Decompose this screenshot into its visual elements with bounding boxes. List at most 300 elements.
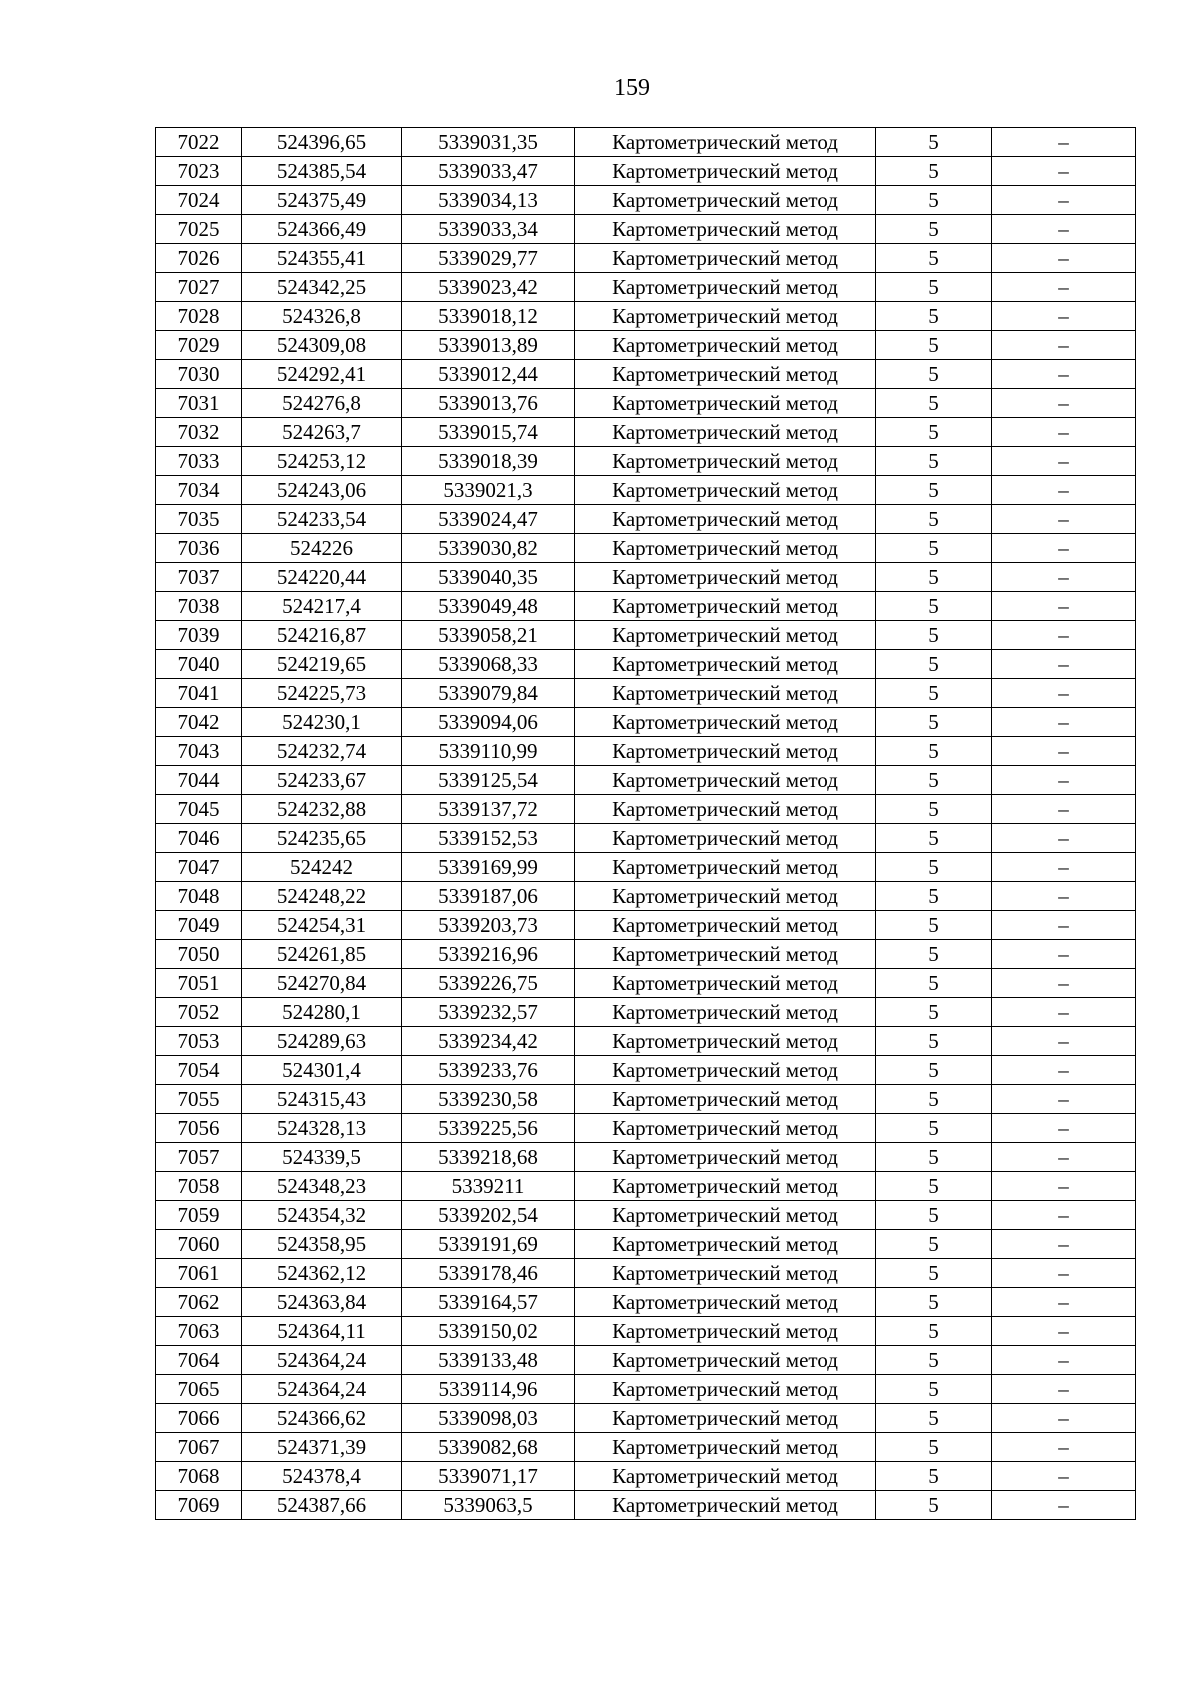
table-row [156, 1491, 1136, 1520]
method-cell: Картометрический метод [575, 1462, 876, 1491]
x-coordinate-cell: 524233,54 [242, 505, 402, 534]
point-number-cell: 7039 [156, 621, 242, 650]
y-coordinate-cell: 5339034,13 [402, 186, 575, 215]
description-cell: – [992, 360, 1136, 389]
point-number-cell: 7044 [156, 766, 242, 795]
y-coordinate-cell: 5339202,54 [402, 1201, 575, 1230]
y-coordinate-cell: 5339133,48 [402, 1346, 575, 1375]
description-cell: – [992, 505, 1136, 534]
method-cell: Картометрический метод [575, 766, 876, 795]
y-coordinate-cell: 5339094,06 [402, 708, 575, 737]
point-number-cell: 7049 [156, 911, 242, 940]
table-row [156, 128, 1136, 157]
description-cell: – [992, 969, 1136, 998]
table-row [156, 389, 1136, 418]
point-number-cell: 7051 [156, 969, 242, 998]
table-row [156, 215, 1136, 244]
description-cell: – [992, 1259, 1136, 1288]
accuracy-cell: 5 [876, 1375, 992, 1404]
table-row [156, 911, 1136, 940]
method-cell: Картометрический метод [575, 998, 876, 1027]
y-coordinate-cell: 5339030,82 [402, 534, 575, 563]
method-cell: Картометрический метод [575, 244, 876, 273]
accuracy-cell: 5 [876, 1056, 992, 1085]
point-number-cell: 7046 [156, 824, 242, 853]
point-number-cell: 7022 [156, 128, 242, 157]
y-coordinate-cell: 5339013,76 [402, 389, 575, 418]
description-cell: – [992, 1375, 1136, 1404]
point-number-cell: 7048 [156, 882, 242, 911]
accuracy-cell: 5 [876, 737, 992, 766]
x-coordinate-cell: 524364,11 [242, 1317, 402, 1346]
accuracy-cell: 5 [876, 1491, 992, 1520]
description-cell: – [992, 534, 1136, 563]
x-coordinate-cell: 524358,95 [242, 1230, 402, 1259]
x-coordinate-cell: 524226 [242, 534, 402, 563]
method-cell: Картометрический метод [575, 505, 876, 534]
method-cell: Картометрический метод [575, 650, 876, 679]
table-row [156, 1027, 1136, 1056]
accuracy-cell: 5 [876, 911, 992, 940]
description-cell: – [992, 302, 1136, 331]
accuracy-cell: 5 [876, 1230, 992, 1259]
point-number-cell: 7058 [156, 1172, 242, 1201]
x-coordinate-cell: 524385,54 [242, 157, 402, 186]
accuracy-cell: 5 [876, 244, 992, 273]
description-cell: – [992, 1491, 1136, 1520]
x-coordinate-cell: 524328,13 [242, 1114, 402, 1143]
y-coordinate-cell: 5339225,56 [402, 1114, 575, 1143]
point-number-cell: 7062 [156, 1288, 242, 1317]
description-cell: – [992, 1346, 1136, 1375]
x-coordinate-cell: 524248,22 [242, 882, 402, 911]
accuracy-cell: 5 [876, 157, 992, 186]
description-cell: – [992, 650, 1136, 679]
description-cell: – [992, 621, 1136, 650]
accuracy-cell: 5 [876, 418, 992, 447]
x-coordinate-cell: 524280,1 [242, 998, 402, 1027]
point-number-cell: 7064 [156, 1346, 242, 1375]
table-row [156, 534, 1136, 563]
x-coordinate-cell: 524364,24 [242, 1346, 402, 1375]
x-coordinate-cell: 524366,62 [242, 1404, 402, 1433]
x-coordinate-cell: 524326,8 [242, 302, 402, 331]
y-coordinate-cell: 5339218,68 [402, 1143, 575, 1172]
accuracy-cell: 5 [876, 1346, 992, 1375]
y-coordinate-cell: 5339068,33 [402, 650, 575, 679]
description-cell: – [992, 1433, 1136, 1462]
point-number-cell: 7041 [156, 679, 242, 708]
table-row [156, 1404, 1136, 1433]
point-number-cell: 7069 [156, 1491, 242, 1520]
table-row [156, 476, 1136, 505]
description-cell: – [992, 708, 1136, 737]
accuracy-cell: 5 [876, 215, 992, 244]
method-cell: Картометрический метод [575, 853, 876, 882]
method-cell: Картометрический метод [575, 1346, 876, 1375]
point-number-cell: 7068 [156, 1462, 242, 1491]
x-coordinate-cell: 524289,63 [242, 1027, 402, 1056]
description-cell: – [992, 447, 1136, 476]
table-row [156, 737, 1136, 766]
point-number-cell: 7067 [156, 1433, 242, 1462]
accuracy-cell: 5 [876, 708, 992, 737]
table-row [156, 1288, 1136, 1317]
point-number-cell: 7031 [156, 389, 242, 418]
method-cell: Картометрический метод [575, 273, 876, 302]
y-coordinate-cell: 5339125,54 [402, 766, 575, 795]
point-number-cell: 7053 [156, 1027, 242, 1056]
point-number-cell: 7025 [156, 215, 242, 244]
accuracy-cell: 5 [876, 1462, 992, 1491]
point-number-cell: 7065 [156, 1375, 242, 1404]
y-coordinate-cell: 5339187,06 [402, 882, 575, 911]
table-row [156, 679, 1136, 708]
x-coordinate-cell: 524355,41 [242, 244, 402, 273]
table-row [156, 1462, 1136, 1491]
point-number-cell: 7063 [156, 1317, 242, 1346]
table-row [156, 1114, 1136, 1143]
table-row [156, 795, 1136, 824]
y-coordinate-cell: 5339024,47 [402, 505, 575, 534]
description-cell: – [992, 737, 1136, 766]
description-cell: – [992, 157, 1136, 186]
point-number-cell: 7032 [156, 418, 242, 447]
point-number-cell: 7045 [156, 795, 242, 824]
method-cell: Картометрический метод [575, 1317, 876, 1346]
x-coordinate-cell: 524348,23 [242, 1172, 402, 1201]
method-cell: Картометрический метод [575, 563, 876, 592]
method-cell: Картометрический метод [575, 882, 876, 911]
accuracy-cell: 5 [876, 186, 992, 215]
table-body [156, 128, 1136, 1520]
accuracy-cell: 5 [876, 273, 992, 302]
accuracy-cell: 5 [876, 128, 992, 157]
accuracy-cell: 5 [876, 360, 992, 389]
point-number-cell: 7037 [156, 563, 242, 592]
accuracy-cell: 5 [876, 1201, 992, 1230]
method-cell: Картометрический метод [575, 447, 876, 476]
x-coordinate-cell: 524276,8 [242, 389, 402, 418]
method-cell: Картометрический метод [575, 1172, 876, 1201]
y-coordinate-cell: 5339234,42 [402, 1027, 575, 1056]
description-cell: – [992, 795, 1136, 824]
x-coordinate-cell: 524220,44 [242, 563, 402, 592]
x-coordinate-cell: 524309,08 [242, 331, 402, 360]
accuracy-cell: 5 [876, 1172, 992, 1201]
table-row [156, 592, 1136, 621]
y-coordinate-cell: 5339152,53 [402, 824, 575, 853]
description-cell: – [992, 128, 1136, 157]
table-row [156, 1056, 1136, 1085]
description-cell: – [992, 1462, 1136, 1491]
accuracy-cell: 5 [876, 1433, 992, 1462]
point-number-cell: 7040 [156, 650, 242, 679]
table-row [156, 157, 1136, 186]
point-number-cell: 7055 [156, 1085, 242, 1114]
accuracy-cell: 5 [876, 1085, 992, 1114]
table-row [156, 650, 1136, 679]
description-cell: – [992, 1317, 1136, 1346]
accuracy-cell: 5 [876, 1317, 992, 1346]
accuracy-cell: 5 [876, 563, 992, 592]
table-row [156, 273, 1136, 302]
method-cell: Картометрический метод [575, 1404, 876, 1433]
accuracy-cell: 5 [876, 621, 992, 650]
y-coordinate-cell: 5339082,68 [402, 1433, 575, 1462]
point-number-cell: 7038 [156, 592, 242, 621]
x-coordinate-cell: 524219,65 [242, 650, 402, 679]
y-coordinate-cell: 5339049,48 [402, 592, 575, 621]
x-coordinate-cell: 524254,31 [242, 911, 402, 940]
description-cell: – [992, 273, 1136, 302]
point-number-cell: 7057 [156, 1143, 242, 1172]
point-number-cell: 7047 [156, 853, 242, 882]
accuracy-cell: 5 [876, 679, 992, 708]
point-number-cell: 7030 [156, 360, 242, 389]
description-cell: – [992, 853, 1136, 882]
accuracy-cell: 5 [876, 1027, 992, 1056]
x-coordinate-cell: 524354,32 [242, 1201, 402, 1230]
point-number-cell: 7035 [156, 505, 242, 534]
x-coordinate-cell: 524301,4 [242, 1056, 402, 1085]
description-cell: – [992, 389, 1136, 418]
accuracy-cell: 5 [876, 1259, 992, 1288]
x-coordinate-cell: 524387,66 [242, 1491, 402, 1520]
description-cell: – [992, 1056, 1136, 1085]
accuracy-cell: 5 [876, 389, 992, 418]
x-coordinate-cell: 524375,49 [242, 186, 402, 215]
method-cell: Картометрический метод [575, 911, 876, 940]
description-cell: – [992, 592, 1136, 621]
method-cell: Картометрический метод [575, 1375, 876, 1404]
x-coordinate-cell: 524378,4 [242, 1462, 402, 1491]
point-number-cell: 7042 [156, 708, 242, 737]
table-row [156, 998, 1136, 1027]
description-cell: – [992, 766, 1136, 795]
y-coordinate-cell: 5339137,72 [402, 795, 575, 824]
table-row [156, 621, 1136, 650]
table-row [156, 1375, 1136, 1404]
method-cell: Картометрический метод [575, 1259, 876, 1288]
table-row [156, 1143, 1136, 1172]
method-cell: Картометрический метод [575, 128, 876, 157]
description-cell: – [992, 563, 1136, 592]
method-cell: Картометрический метод [575, 1085, 876, 1114]
y-coordinate-cell: 5339018,12 [402, 302, 575, 331]
description-cell: – [992, 1143, 1136, 1172]
method-cell: Картометрический метод [575, 1201, 876, 1230]
description-cell: – [992, 911, 1136, 940]
y-coordinate-cell: 5339233,76 [402, 1056, 575, 1085]
x-coordinate-cell: 524232,74 [242, 737, 402, 766]
description-cell: – [992, 186, 1136, 215]
x-coordinate-cell: 524364,24 [242, 1375, 402, 1404]
table-row [156, 969, 1136, 998]
accuracy-cell: 5 [876, 795, 992, 824]
table-row [156, 940, 1136, 969]
method-cell: Картометрический метод [575, 737, 876, 766]
point-number-cell: 7056 [156, 1114, 242, 1143]
method-cell: Картометрический метод [575, 302, 876, 331]
method-cell: Картометрический метод [575, 1230, 876, 1259]
x-coordinate-cell: 524363,84 [242, 1288, 402, 1317]
point-number-cell: 7024 [156, 186, 242, 215]
y-coordinate-cell: 5339012,44 [402, 360, 575, 389]
method-cell: Картометрический метод [575, 476, 876, 505]
description-cell: – [992, 882, 1136, 911]
method-cell: Картометрический метод [575, 969, 876, 998]
x-coordinate-cell: 524315,43 [242, 1085, 402, 1114]
description-cell: – [992, 940, 1136, 969]
y-coordinate-cell: 5339031,35 [402, 128, 575, 157]
accuracy-cell: 5 [876, 650, 992, 679]
method-cell: Картометрический метод [575, 389, 876, 418]
point-number-cell: 7033 [156, 447, 242, 476]
table-row [156, 766, 1136, 795]
accuracy-cell: 5 [876, 998, 992, 1027]
x-coordinate-cell: 524243,06 [242, 476, 402, 505]
x-coordinate-cell: 524233,67 [242, 766, 402, 795]
y-coordinate-cell: 5339169,99 [402, 853, 575, 882]
accuracy-cell: 5 [876, 592, 992, 621]
table-row [156, 418, 1136, 447]
method-cell: Картометрический метод [575, 824, 876, 853]
table-row [156, 1172, 1136, 1201]
y-coordinate-cell: 5339203,73 [402, 911, 575, 940]
y-coordinate-cell: 5339098,03 [402, 1404, 575, 1433]
table-row [156, 360, 1136, 389]
y-coordinate-cell: 5339110,99 [402, 737, 575, 766]
description-cell: – [992, 1027, 1136, 1056]
x-coordinate-cell: 524253,12 [242, 447, 402, 476]
accuracy-cell: 5 [876, 476, 992, 505]
x-coordinate-cell: 524342,25 [242, 273, 402, 302]
method-cell: Картометрический метод [575, 621, 876, 650]
method-cell: Картометрический метод [575, 1027, 876, 1056]
x-coordinate-cell: 524216,87 [242, 621, 402, 650]
y-coordinate-cell: 5339216,96 [402, 940, 575, 969]
accuracy-cell: 5 [876, 505, 992, 534]
accuracy-cell: 5 [876, 1114, 992, 1143]
x-coordinate-cell: 524362,12 [242, 1259, 402, 1288]
method-cell: Картометрический метод [575, 795, 876, 824]
table-row [156, 882, 1136, 911]
y-coordinate-cell: 5339021,3 [402, 476, 575, 505]
table-row [156, 331, 1136, 360]
point-number-cell: 7052 [156, 998, 242, 1027]
table-row [156, 447, 1136, 476]
method-cell: Картометрический метод [575, 1143, 876, 1172]
description-cell: – [992, 998, 1136, 1027]
accuracy-cell: 5 [876, 1404, 992, 1433]
x-coordinate-cell: 524232,88 [242, 795, 402, 824]
point-number-cell: 7059 [156, 1201, 242, 1230]
y-coordinate-cell: 5339211 [402, 1172, 575, 1201]
table-row [156, 186, 1136, 215]
description-cell: – [992, 1404, 1136, 1433]
description-cell: – [992, 476, 1136, 505]
description-cell: – [992, 679, 1136, 708]
x-coordinate-cell: 524292,41 [242, 360, 402, 389]
table-row [156, 853, 1136, 882]
point-number-cell: 7036 [156, 534, 242, 563]
description-cell: – [992, 215, 1136, 244]
table-row [156, 824, 1136, 853]
method-cell: Картометрический метод [575, 940, 876, 969]
y-coordinate-cell: 5339033,47 [402, 157, 575, 186]
point-number-cell: 7028 [156, 302, 242, 331]
point-number-cell: 7027 [156, 273, 242, 302]
y-coordinate-cell: 5339015,74 [402, 418, 575, 447]
point-number-cell: 7054 [156, 1056, 242, 1085]
table-row [156, 302, 1136, 331]
method-cell: Картометрический метод [575, 1056, 876, 1085]
method-cell: Картометрический метод [575, 1288, 876, 1317]
y-coordinate-cell: 5339230,58 [402, 1085, 575, 1114]
table-row [156, 1085, 1136, 1114]
table-row [156, 1201, 1136, 1230]
method-cell: Картометрический метод [575, 360, 876, 389]
method-cell: Картометрический метод [575, 215, 876, 244]
x-coordinate-cell: 524235,65 [242, 824, 402, 853]
point-number-cell: 7029 [156, 331, 242, 360]
y-coordinate-cell: 5339071,17 [402, 1462, 575, 1491]
point-number-cell: 7066 [156, 1404, 242, 1433]
description-cell: – [992, 1085, 1136, 1114]
accuracy-cell: 5 [876, 853, 992, 882]
x-coordinate-cell: 524263,7 [242, 418, 402, 447]
accuracy-cell: 5 [876, 824, 992, 853]
description-cell: – [992, 244, 1136, 273]
description-cell: – [992, 1172, 1136, 1201]
point-number-cell: 7043 [156, 737, 242, 766]
accuracy-cell: 5 [876, 447, 992, 476]
method-cell: Картометрический метод [575, 679, 876, 708]
x-coordinate-cell: 524339,5 [242, 1143, 402, 1172]
y-coordinate-cell: 5339029,77 [402, 244, 575, 273]
description-cell: – [992, 824, 1136, 853]
description-cell: – [992, 1114, 1136, 1143]
table-row [156, 563, 1136, 592]
accuracy-cell: 5 [876, 534, 992, 563]
method-cell: Картометрический метод [575, 1114, 876, 1143]
method-cell: Картометрический метод [575, 418, 876, 447]
y-coordinate-cell: 5339114,96 [402, 1375, 575, 1404]
description-cell: – [992, 1201, 1136, 1230]
accuracy-cell: 5 [876, 940, 992, 969]
y-coordinate-cell: 5339063,5 [402, 1491, 575, 1520]
method-cell: Картометрический метод [575, 331, 876, 360]
x-coordinate-cell: 524396,65 [242, 128, 402, 157]
table-row [156, 1346, 1136, 1375]
x-coordinate-cell: 524242 [242, 853, 402, 882]
table-row [156, 1433, 1136, 1462]
description-cell: – [992, 331, 1136, 360]
y-coordinate-cell: 5339079,84 [402, 679, 575, 708]
x-coordinate-cell: 524230,1 [242, 708, 402, 737]
x-coordinate-cell: 524225,73 [242, 679, 402, 708]
y-coordinate-cell: 5339018,39 [402, 447, 575, 476]
table-row [156, 505, 1136, 534]
x-coordinate-cell: 524371,39 [242, 1433, 402, 1462]
table-row [156, 1230, 1136, 1259]
accuracy-cell: 5 [876, 969, 992, 998]
y-coordinate-cell: 5339178,46 [402, 1259, 575, 1288]
point-number-cell: 7060 [156, 1230, 242, 1259]
y-coordinate-cell: 5339191,69 [402, 1230, 575, 1259]
point-number-cell: 7050 [156, 940, 242, 969]
